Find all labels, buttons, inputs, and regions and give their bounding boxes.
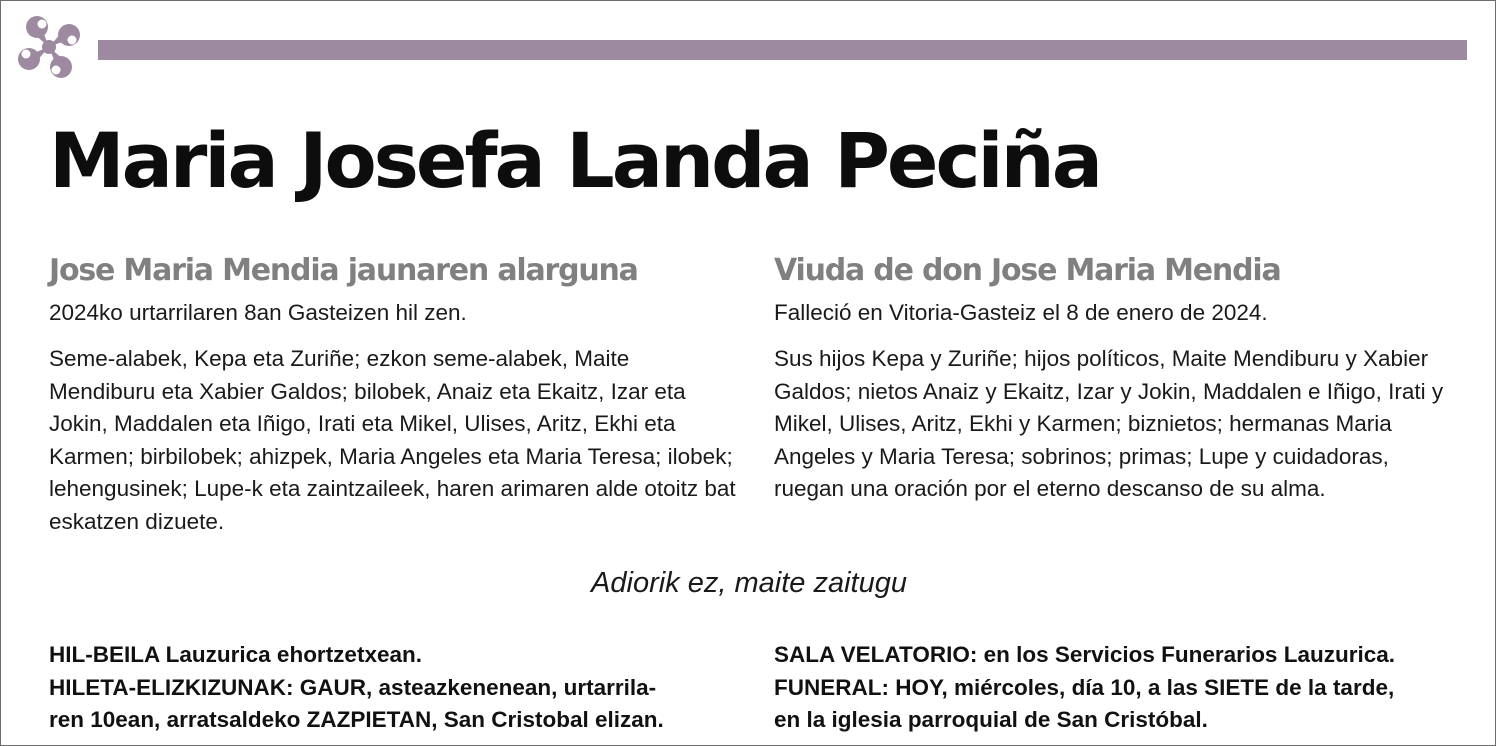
basque-service-info: [49, 639, 749, 737]
deceased-name: Maria Josefa Landa Peciña: [49, 116, 1100, 205]
basque-funeral-line-2: ren 10ean, arratsaldeko ZAZPIETAN, San Cristobal elizan.: [49, 707, 664, 732]
header-rule: [98, 40, 1467, 60]
spanish-funeral-line-2: en la iglesia parroquial de San Cristóbal.: [774, 707, 1208, 732]
farewell-line: Adiorik ez, maite zaitugu: [591, 567, 907, 599]
basque-wake-info: HIL-BEILA Lauzurica ehortzetxean.: [49, 642, 422, 667]
basque-column: [49, 251, 739, 539]
basque-family-text: Seme-alabek, Kepa eta Zuriñe; ezkon seme-alabek, Maite Mendiburu eta Xabier Galdos; bilobek, Anaiz eta Ekaitz, Izar eta Jokin, Maddalen eta Iñigo, Irati eta Mikel, Ulises, Aritz, Ekhi eta Karmen; birbilobek; ahizpek, Maria Angeles eta Maria Teresa; ilobek; lehengusinek; Lupe-k eta zaintzaileek, haren arimaren alde otoitz bat eskatzen dizuete.: [49, 346, 736, 534]
spanish-subtitle: Viuda de don Jose Maria Mendia: [774, 253, 1281, 288]
spanish-family-text: Sus hijos Kepa y Zuriñe; hijos políticos, Maite Mendiburu y Xabier Galdos; nietos Anaiz y Ekaitz, Izar y Jokin, Maddalen e Iñigo, Irati y Mikel, Ulises, Aritz, Ekhi y Karmen; biznietos; hermanas Maria Angeles y Maria Teresa; sobrinos; primas; Lupe y cuidadoras, ruegan una oración por el eterno descanso de su alma.: [774, 346, 1444, 502]
spanish-wake-info: SALA VELATORIO: en los Servicios Funerarios Lauzurica.: [774, 642, 1395, 667]
spanish-column: [774, 251, 1464, 506]
spanish-service-info: [774, 639, 1474, 737]
basque-subtitle: Jose Maria Mendia jaunaren alarguna: [49, 253, 638, 288]
lauburu-icon: [11, 9, 87, 85]
spanish-death-notice: Falleció en Vitoria-Gasteiz el 8 de enero de 2024.: [774, 300, 1268, 325]
basque-death-notice: 2024ko urtarrilaren 8an Gasteizen hil zen.: [49, 300, 467, 325]
spanish-funeral-line-1: FUNERAL: HOY, miércoles, día 10, a las SIETE de la tarde,: [774, 674, 1395, 700]
basque-funeral-line-1: HILETA-ELIZKIZUNAK: GAUR, asteazkenenean, urtarrila-: [49, 674, 657, 700]
